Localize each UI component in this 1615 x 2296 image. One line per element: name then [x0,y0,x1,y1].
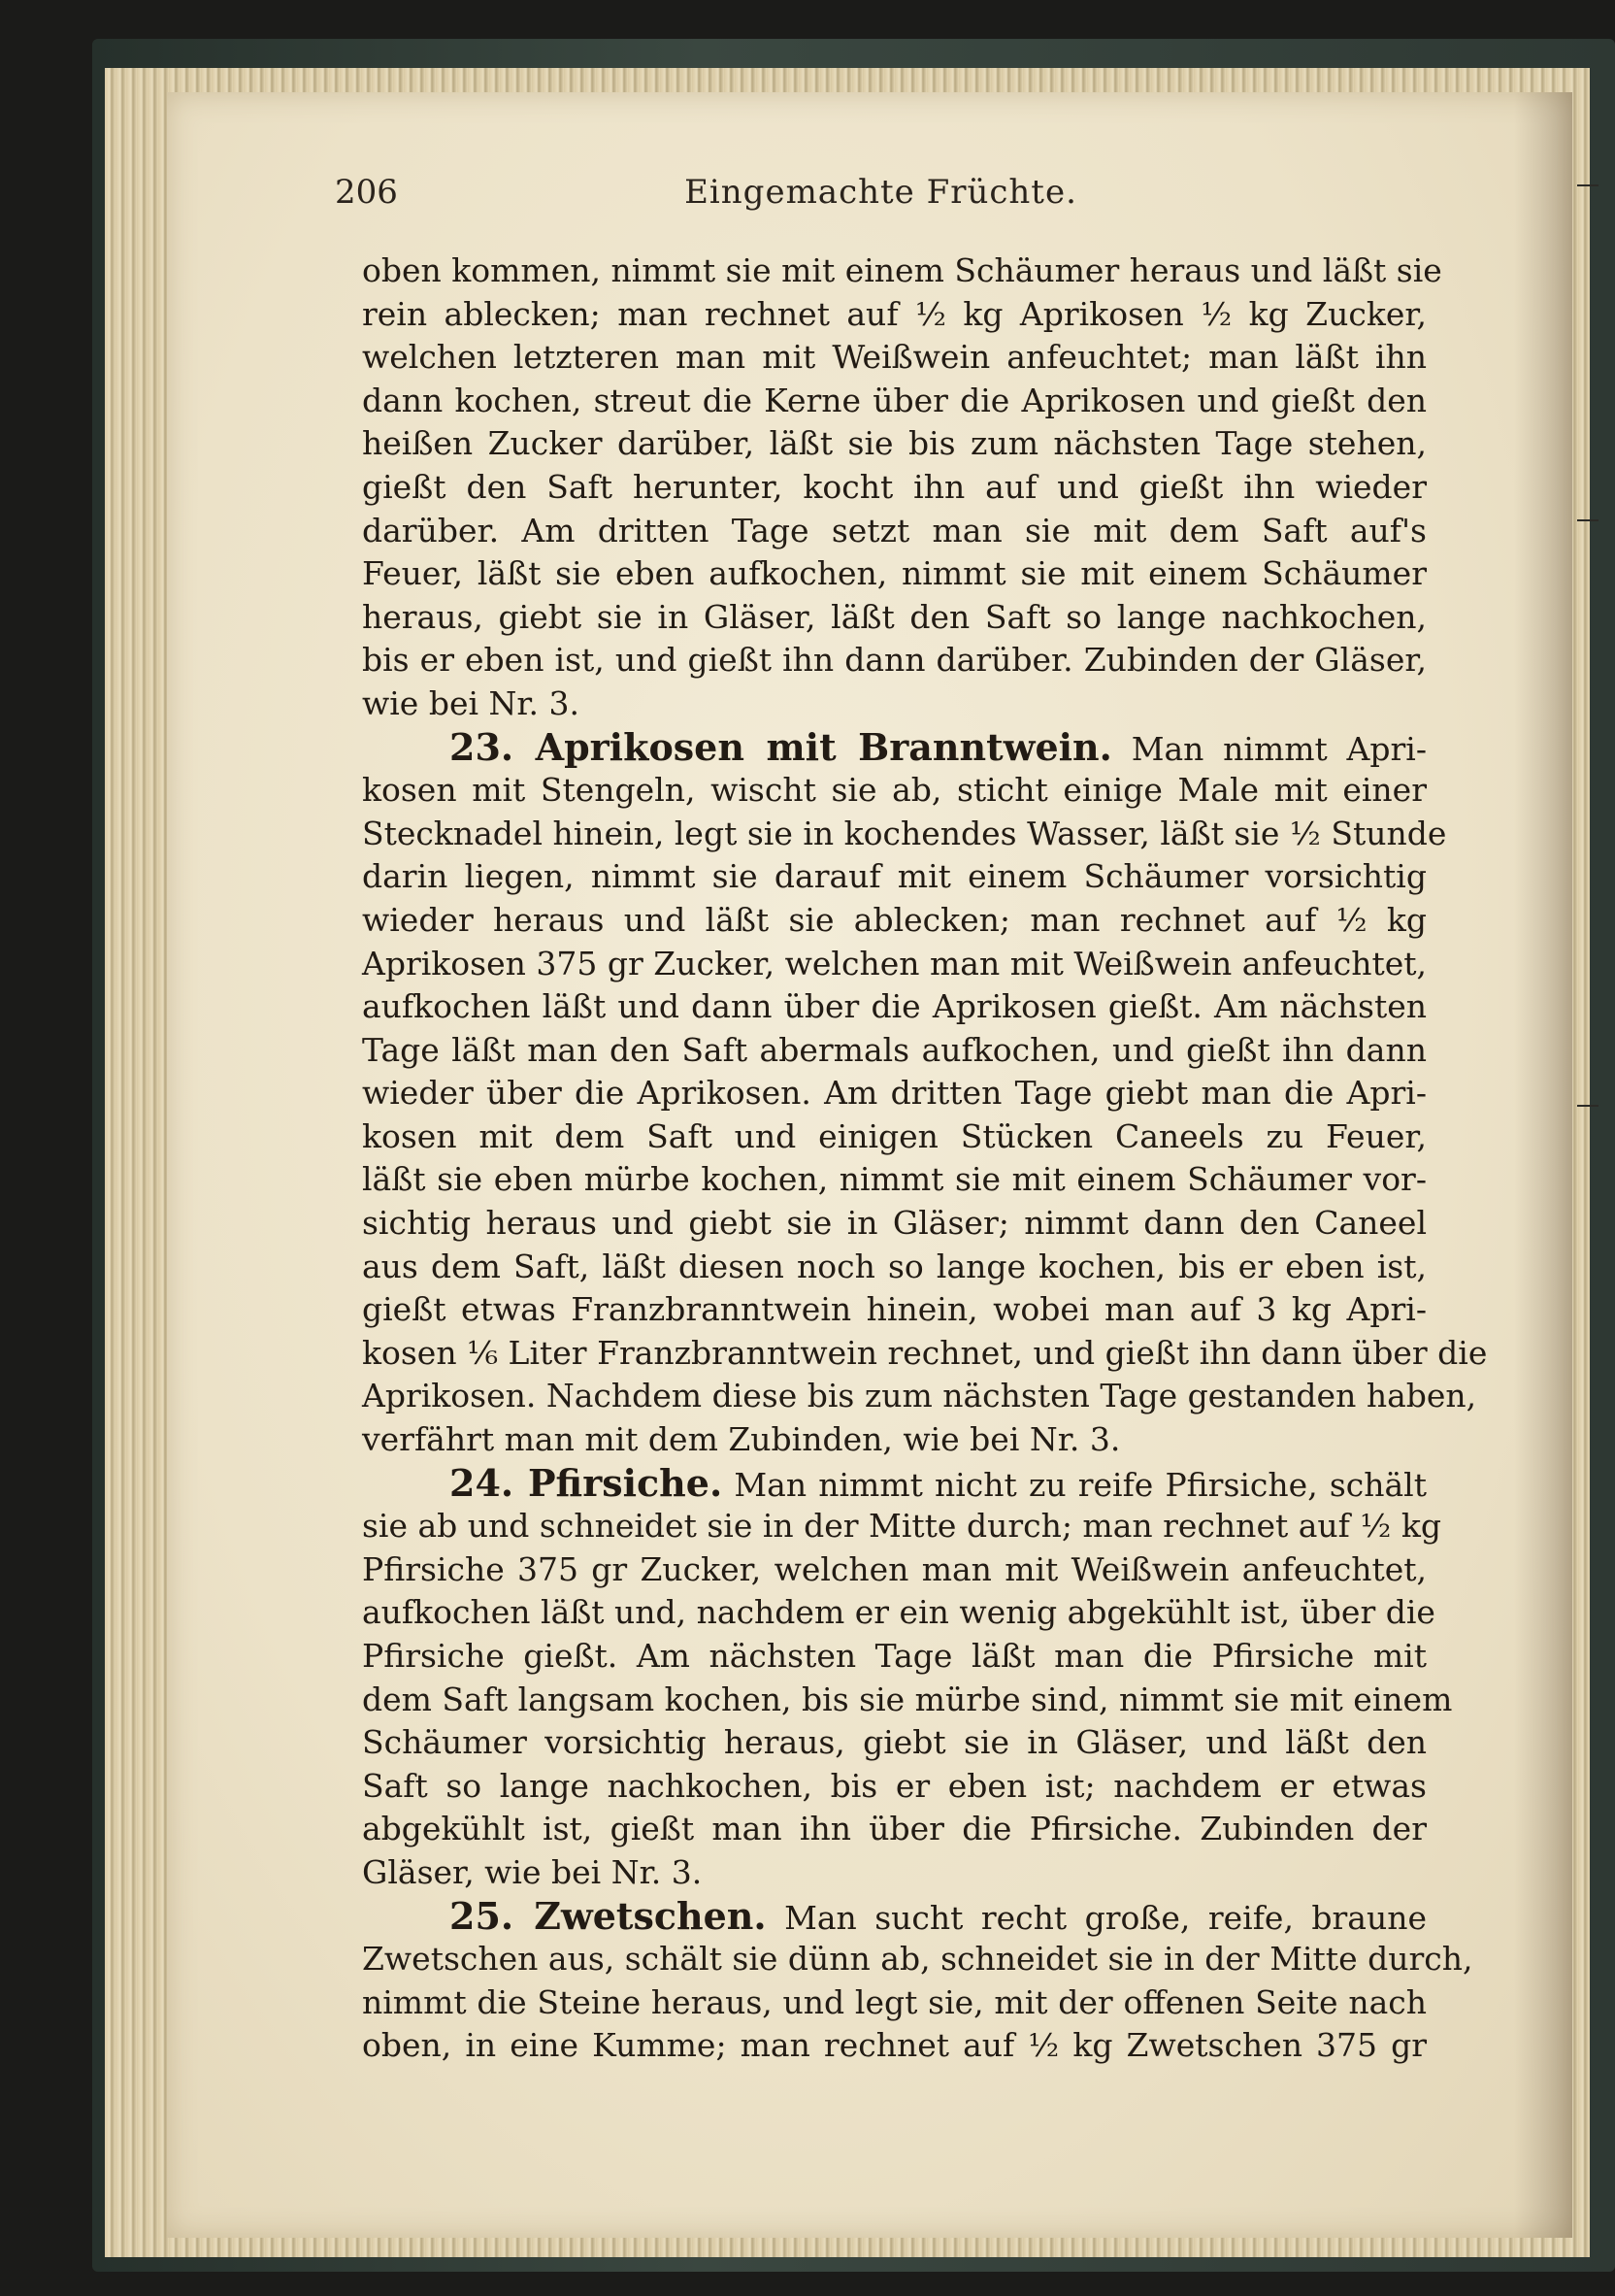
line-text: wie bei Nr. 3. [362,683,580,722]
line-text: wieder über die Aprikosen. Am dritten Tage giebt man die Apri- [362,1074,1427,1113]
running-title: Eingemachte Früchte. [684,173,1077,212]
recipe-heading: 25. Zwetschen. [449,1893,767,1938]
line-text: sichtig heraus und giebt sie in Gläser; nimmt dann den Caneel [362,1204,1427,1243]
margin-mark [1577,1105,1599,1107]
line-text: kosen ⅙ Liter Franzbranntwein rechnet, und gießt ihn dann über die [362,1333,1488,1372]
text-line [362,510,1427,553]
recipe-heading: 23. Aprikosen mit Branntwein. [449,724,1112,769]
recipe-heading-line [362,1462,1427,1506]
line-text: abgekühlt ist, gießt man ihn über die Pfirsiche. Zubinden der [362,1810,1427,1848]
line-text: oben, in eine Kumme; man rechnet auf ½ kg Zwetschen 375 gr [362,2026,1427,2065]
text-line [362,943,1427,986]
text-line [362,1202,1427,1246]
line-text: gießt den Saft herunter, kocht ihn auf und gießt ihn wieder [362,467,1427,506]
line-text: Zwetschen aus, schält sie dünn ab, schneidet sie in der Mitte durch, [362,1940,1473,1979]
line-text: Stecknadel hinein, legt sie in kochendes Wasser, läßt sie ½ Stunde [362,814,1447,852]
text-line [362,1679,1453,1722]
line-text: gießt etwas Franzbranntwein hinein, wobei man auf 3 kg Apri- [362,1290,1427,1329]
text-line [362,682,1427,726]
line-text: läßt sie eben mürbe kochen, nimmt sie mit einem Schäumer vor- [362,1160,1427,1199]
text-line [362,985,1427,1029]
body-text [362,250,1488,2068]
text-line [362,1765,1427,1809]
text-line [362,1635,1427,1679]
line-text: dann kochen, streut die Kerne über die Aprikosen und gießt den [362,381,1427,419]
line-text: Aprikosen. Nachdem diese bis zum nächsten Tage gestanden haben, [362,1377,1477,1415]
line-text: Pfirsiche gießt. Am nächsten Tage läßt man die Pfirsiche mit [362,1637,1427,1675]
text-line [362,1981,1427,2025]
text-line [362,422,1427,466]
line-text: Gläser, wie bei Nr. 3. [362,1852,703,1891]
text-line [362,1808,1427,1851]
line-text: Man nimmt Apri- [1131,729,1427,768]
text-line [362,1158,1427,1202]
text-line [362,250,1442,293]
line-text: Tage läßt man den Saft abermals aufkochen, und gießt ihn dann [362,1030,1427,1069]
text-line [362,855,1427,899]
line-text: heißen Zucker darüber, läßt sie bis zum nächsten Tage stehen, [362,424,1427,463]
recipe-heading-line [362,1895,1427,1939]
recipe-heading: 24. Pfirsiche. [449,1460,723,1505]
margin-mark [1577,184,1599,186]
page-header [335,173,1427,221]
text-line [362,552,1427,596]
text-line [362,380,1427,423]
recipe-heading-line [362,726,1427,770]
text-line [362,1375,1477,1418]
line-text: kosen mit Stengeln, wischt sie ab, sticht einige Male mit einer [362,771,1427,810]
line-text: nimmt die Steine heraus, und legt sie, mit der offenen Seite nach [362,1982,1427,2021]
text-line [362,1418,1427,1462]
text-line [362,899,1427,943]
text-line [362,596,1427,640]
text-line [362,1591,1435,1635]
text-line [362,1332,1488,1376]
text-line [362,639,1427,682]
line-text: aufkochen läßt und dann über die Aprikosen gießt. Am nächsten [362,987,1427,1026]
text-line [362,1851,1427,1895]
page-number: 206 [335,173,398,212]
line-text: Schäumer vorsichtig heraus, giebt sie in Gläser, und läßt den [362,1723,1427,1762]
line-text: Saft so lange nachkochen, bis er eben ist; nachdem er etwas [362,1766,1427,1805]
text-line [362,336,1427,380]
text-line [362,1246,1427,1289]
line-text: Feuer, läßt sie eben aufkochen, nimmt sie mit einem Schäumer [362,554,1427,593]
line-text: darüber. Am dritten Tage setzt man sie mit dem Saft auf's [362,511,1427,549]
text-line [362,1072,1427,1115]
text-line [362,1288,1427,1332]
line-text: Aprikosen 375 gr Zucker, welchen man mit Weißwein anfeuchtet, [362,944,1427,982]
spine-shadow [1514,92,1572,2238]
text-line [362,1115,1427,1159]
line-text: rein ablecken; man rechnet auf ½ kg Aprikosen ½ kg Zucker, [362,294,1427,333]
line-text: oben kommen, nimmt sie mit einem Schäumer heraus und läßt sie [362,251,1442,289]
text-line [362,2024,1427,2068]
line-text: sie ab und schneidet sie in der Mitte durch; man rechnet auf ½ kg [362,1507,1441,1546]
text-line [362,293,1427,337]
line-text: aufkochen läßt und, nachdem er ein wenig abgekühlt ist, über die [362,1593,1435,1632]
line-text: dem Saft langsam kochen, bis sie mürbe sind, nimmt sie mit einem [362,1680,1453,1718]
line-text: bis er eben ist, und gießt ihn dann darüber. Zubinden der Gläser, [362,641,1427,680]
margin-mark [1577,519,1599,521]
text-line [362,1029,1427,1073]
line-text: Pfirsiche 375 gr Zucker, welchen man mit Weißwein anfeuchtet, [362,1549,1427,1588]
line-text: heraus, giebt sie in Gläser, läßt den Saft so lange nachkochen, [362,597,1427,636]
line-text: Man nimmt nicht zu reife Pfirsiche, schält [734,1465,1427,1504]
line-text: Man sucht recht große, reife, braune [784,1898,1427,1937]
line-text: welchen letzteren man mit Weißwein anfeuchtet; man läßt ihn [362,338,1427,377]
text-line [362,466,1427,510]
text-line [362,1721,1427,1765]
line-text: darin liegen, nimmt sie darauf mit einem Schäumer vorsichtig [362,857,1427,896]
text-line [362,813,1447,856]
text-line [362,1505,1441,1548]
text-line [362,1548,1427,1592]
line-text: verfährt man mit dem Zubinden, wie bei Nr. 3. [362,1420,1121,1459]
line-text: kosen mit dem Saft und einigen Stücken Caneels zu Feuer, [362,1116,1427,1155]
line-text: aus dem Saft, läßt diesen noch so lange kochen, bis er eben ist, [362,1247,1427,1285]
text-line [362,1938,1473,1981]
text-line [362,769,1427,813]
line-text: wieder heraus und läßt sie ablecken; man rechnet auf ½ kg [362,900,1427,939]
